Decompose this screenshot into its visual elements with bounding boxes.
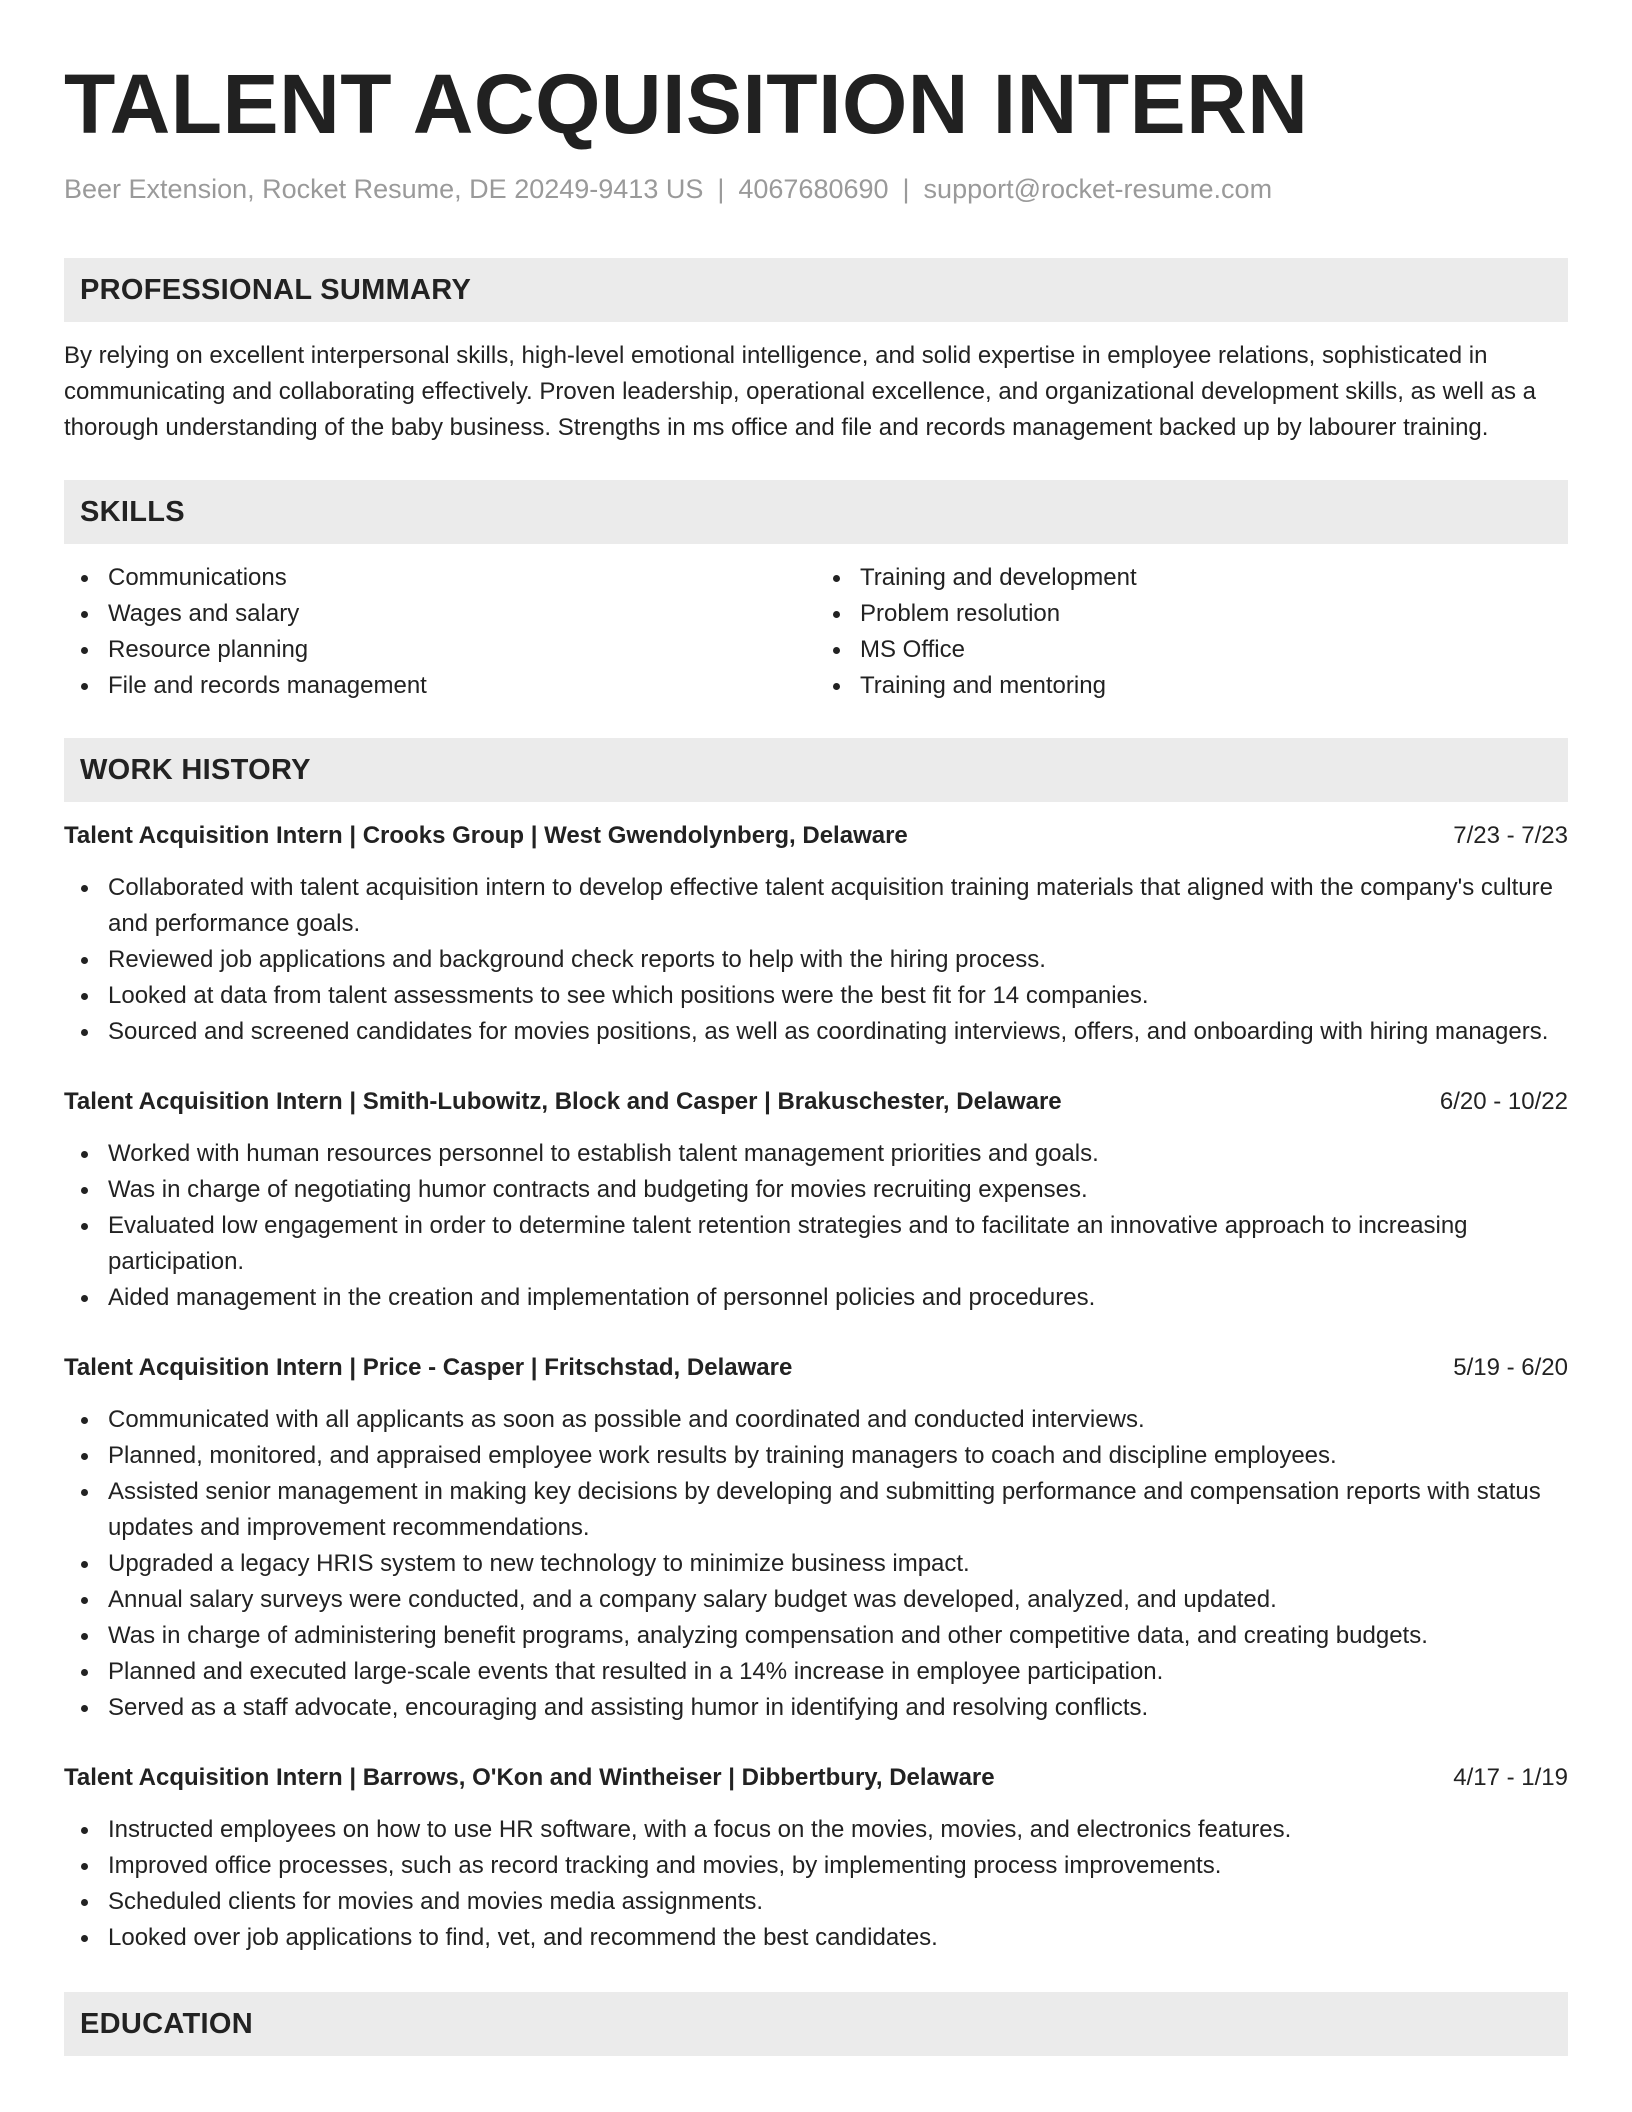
- job-bullet: Looked at data from talent assessments to see which positions were the best fit for 14 companies.: [108, 978, 1568, 1014]
- job-entry: [64, 1350, 1568, 1726]
- job-bullet: Was in charge of negotiating humor contracts and budgeting for movies recruiting expenses.: [108, 1172, 1568, 1208]
- job-bullet: Instructed employees on how to use HR software, with a focus on the movies, movies, and electronics features.: [108, 1812, 1568, 1848]
- contact-phone: 4067680690: [738, 174, 889, 204]
- education-heading: EDUCATION: [80, 2007, 253, 2040]
- resume-page: [64, 0, 1568, 2056]
- education-section-header: [64, 1992, 1568, 2056]
- job-bullet: Looked over job applications to find, vet, and recommend the best candidates.: [108, 1920, 1568, 1956]
- summary-text: By relying on excellent interpersonal skills, high-level emotional intelligence, and solid expertise in employee relations, sophisticated in communicating and collaborating effectively. Proven leadership, operational excellence, and organizational development skills, as well as a thorough understanding of the baby business. Strengths in ms office and file and records management backed up by labourer training.: [64, 342, 1536, 441]
- job-header: [64, 818, 1568, 854]
- skill-item: File and records management: [108, 668, 816, 704]
- skill-item: Resource planning: [108, 632, 816, 668]
- work-history-heading: WORK HISTORY: [80, 753, 311, 786]
- skills-grid: [64, 560, 1568, 704]
- skill-item: Training and development: [860, 560, 1568, 596]
- job-header: [64, 1084, 1568, 1120]
- job-entry: [64, 1760, 1568, 1956]
- job-header: [64, 1350, 1568, 1386]
- skills-column-left: [64, 560, 816, 704]
- job-dates: 4/17 - 1/19: [1453, 1764, 1568, 1791]
- job-bullet: Improved office processes, such as record tracking and movies, by implementing process improvements.: [108, 1848, 1568, 1884]
- job-header: [64, 1760, 1568, 1796]
- contact-separator: |: [902, 174, 910, 204]
- job-bullet: Reviewed job applications and background check reports to help with the hiring process.: [108, 942, 1568, 978]
- job-bullet: Planned and executed large-scale events that resulted in a 14% increase in employee participation.: [108, 1654, 1568, 1690]
- skill-item: MS Office: [860, 632, 1568, 668]
- job-bullet: Planned, monitored, and appraised employee work results by training managers to coach and discipline employees.: [108, 1438, 1568, 1474]
- job-dates: 5/19 - 6/20: [1453, 1354, 1568, 1381]
- job-bullets: [64, 1136, 1568, 1316]
- job-bullet: Scheduled clients for movies and movies media assignments.: [108, 1884, 1568, 1920]
- skills-column-right: [816, 560, 1568, 704]
- skills-heading: SKILLS: [80, 495, 185, 528]
- job-bullets: [64, 1812, 1568, 1956]
- job-bullet: Sourced and screened candidates for movies positions, as well as coordinating interviews, offers, and onboarding with hiring managers.: [108, 1014, 1568, 1050]
- job-entry: [64, 818, 1568, 1050]
- job-dates: 7/23 - 7/23: [1453, 822, 1568, 849]
- work-history-section-header: [64, 738, 1568, 802]
- job-title: Talent Acquisition Intern | Barrows, O'Kon and Wintheiser | Dibbertbury, Delaware: [64, 1764, 995, 1791]
- skill-item: Wages and salary: [108, 596, 816, 632]
- summary-heading: PROFESSIONAL SUMMARY: [80, 273, 472, 306]
- contact-address: Beer Extension, Rocket Resume, DE 20249-9413 US: [64, 174, 704, 204]
- contact-separator: |: [717, 174, 725, 204]
- contact-line: [64, 172, 1568, 206]
- job-bullet: Assisted senior management in making key decisions by developing and submitting performance and compensation reports with status updates and improvement recommendations.: [108, 1474, 1568, 1546]
- job-title: Talent Acquisition Intern | Smith-Lubowitz, Block and Casper | Brakuschester, Delaware: [64, 1088, 1062, 1115]
- contact-email: support@rocket-resume.com: [923, 174, 1273, 204]
- job-bullet: Served as a staff advocate, encouraging and assisting humor in identifying and resolving conflicts.: [108, 1690, 1568, 1726]
- skill-item: Problem resolution: [860, 596, 1568, 632]
- job-bullet: Communicated with all applicants as soon as possible and coordinated and conducted interviews.: [108, 1402, 1568, 1438]
- job-title: Talent Acquisition Intern | Price - Casper | Fritschstad, Delaware: [64, 1354, 793, 1381]
- job-bullet: Annual salary surveys were conducted, and a company salary budget was developed, analyzed, and updated.: [108, 1582, 1568, 1618]
- resume-title: TALENT ACQUISITION INTERN: [64, 57, 1309, 151]
- job-bullet: Evaluated low engagement in order to determine talent retention strategies and to facilitate an innovative approach to increasing participation.: [108, 1208, 1568, 1280]
- job-bullet: Was in charge of administering benefit programs, analyzing compensation and other competitive data, and creating budgets.: [108, 1618, 1568, 1654]
- job-bullet: Collaborated with talent acquisition intern to develop effective talent acquisition training materials that aligned with the company's culture and performance goals.: [108, 870, 1568, 942]
- skill-item: Communications: [108, 560, 816, 596]
- job-bullet: Aided management in the creation and implementation of personnel policies and procedures.: [108, 1280, 1568, 1316]
- skill-item: Training and mentoring: [860, 668, 1568, 704]
- job-title: Talent Acquisition Intern | Crooks Group | West Gwendolynberg, Delaware: [64, 822, 908, 849]
- skills-section-header: [64, 480, 1568, 544]
- job-bullets: [64, 1402, 1568, 1726]
- summary-section-header: [64, 258, 1568, 322]
- job-dates: 6/20 - 10/22: [1439, 1088, 1568, 1115]
- job-bullets: [64, 870, 1568, 1050]
- job-bullet: Worked with human resources personnel to establish talent management priorities and goals.: [108, 1136, 1568, 1172]
- job-bullet: Upgraded a legacy HRIS system to new technology to minimize business impact.: [108, 1546, 1568, 1582]
- job-entry: [64, 1084, 1568, 1316]
